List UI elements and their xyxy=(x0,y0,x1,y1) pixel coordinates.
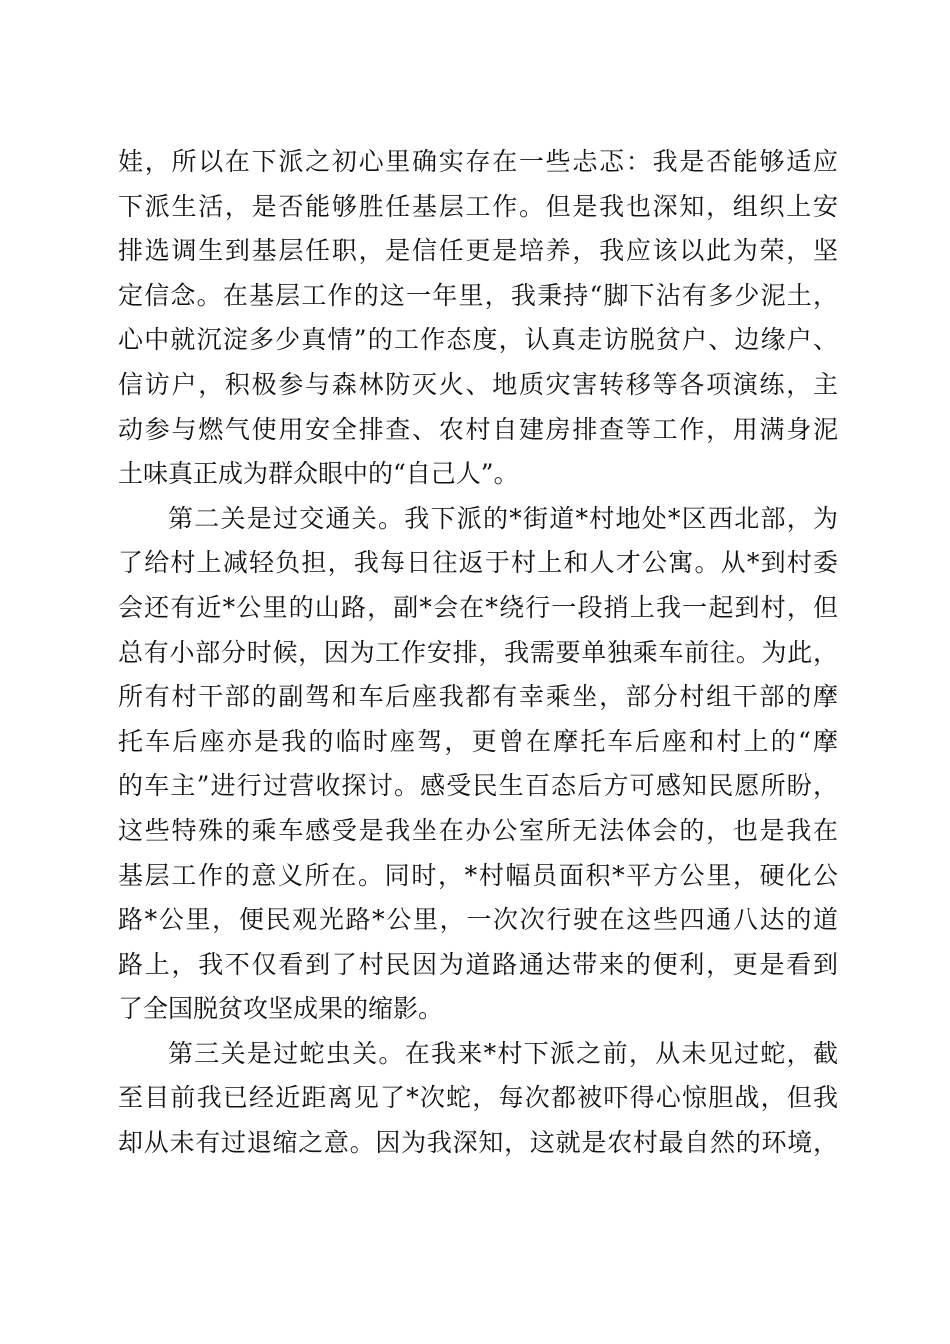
document-body xyxy=(118,140,838,1166)
text-line: 第三关是过蛇虫关。在我来*村下派之前，从未见过蛇，截 xyxy=(168,1038,838,1068)
text-line: 会还有近*公里的山路，副*会在*绕行一段捎上我一起到村，但 xyxy=(118,592,838,622)
text-line: 娃，所以在下派之初心里确实存在一些忐忑：我是否能够适应 xyxy=(118,147,838,176)
text-line: 路上，我不仅看到了村民因为道路通达带来的便利，更是看到 xyxy=(118,949,838,979)
text-line: 基层工作的意义所在。同时，*村幅员面积*平方公里，硬化公 xyxy=(118,860,838,890)
text-line: 了全国脱贫攻坚成果的缩影。 xyxy=(118,994,444,1024)
text-line: 至目前我已经近距离见了*次蛇，每次都被吓得心惊胆战，但我 xyxy=(118,1083,838,1113)
text-line: 心中就沉淀多少真情”的工作态度，认真走访脱贫户、边缘户、 xyxy=(118,325,838,355)
text-line: 总有小部分时候，因为工作安排，我需要单独乘车前往。为此， xyxy=(118,637,838,667)
text-line: 动参与燃气使用安全排查、农村自建房排查等工作，用满身泥 xyxy=(118,414,838,444)
text-line: 所有村干部的副驾和车后座我都有幸乘坐，部分村组干部的摩 xyxy=(118,682,838,712)
text-line: 定信念。在基层工作的这一年里，我秉持“脚下沾有多少泥土， xyxy=(118,280,838,310)
paragraph-3 xyxy=(118,1032,838,1166)
text-line: 土味真正成为群众眼中的“自己人”。 xyxy=(118,459,519,489)
paragraph-1 xyxy=(118,140,838,497)
text-line: 路*公里，便民观光路*公里，一次次行驶在这些四通八达的道 xyxy=(118,905,838,935)
text-line: 这些特殊的乘车感受是我坐在办公室所无法体会的，也是我在 xyxy=(118,815,838,845)
text-line: 排选调生到基层任职，是信任更是培养，我应该以此为荣，坚 xyxy=(118,236,838,266)
text-line: 第二关是过交通关。我下派的*街道*村地处*区西北部，为 xyxy=(168,503,838,533)
paragraph-2 xyxy=(118,497,838,1032)
text-line: 了给村上减轻负担，我每日往返于村上和人才公寓。从*到村委 xyxy=(118,548,838,578)
text-line: 的车主”进行过营收探讨。感受民生百态后方可感知民愿所盼， xyxy=(118,771,838,801)
text-line: 下派生活，是否能够胜任基层工作。但是我也深知，组织上安 xyxy=(118,191,838,221)
text-line: 却从未有过退缩之意。因为我深知，这就是农村最自然的环境， xyxy=(118,1128,838,1158)
text-line: 信访户，积极参与森林防灭火、地质灾害转移等各项演练，主 xyxy=(118,369,838,399)
text-line: 托车后座亦是我的临时座驾，更曾在摩托车后座和村上的“摩 xyxy=(118,726,838,756)
